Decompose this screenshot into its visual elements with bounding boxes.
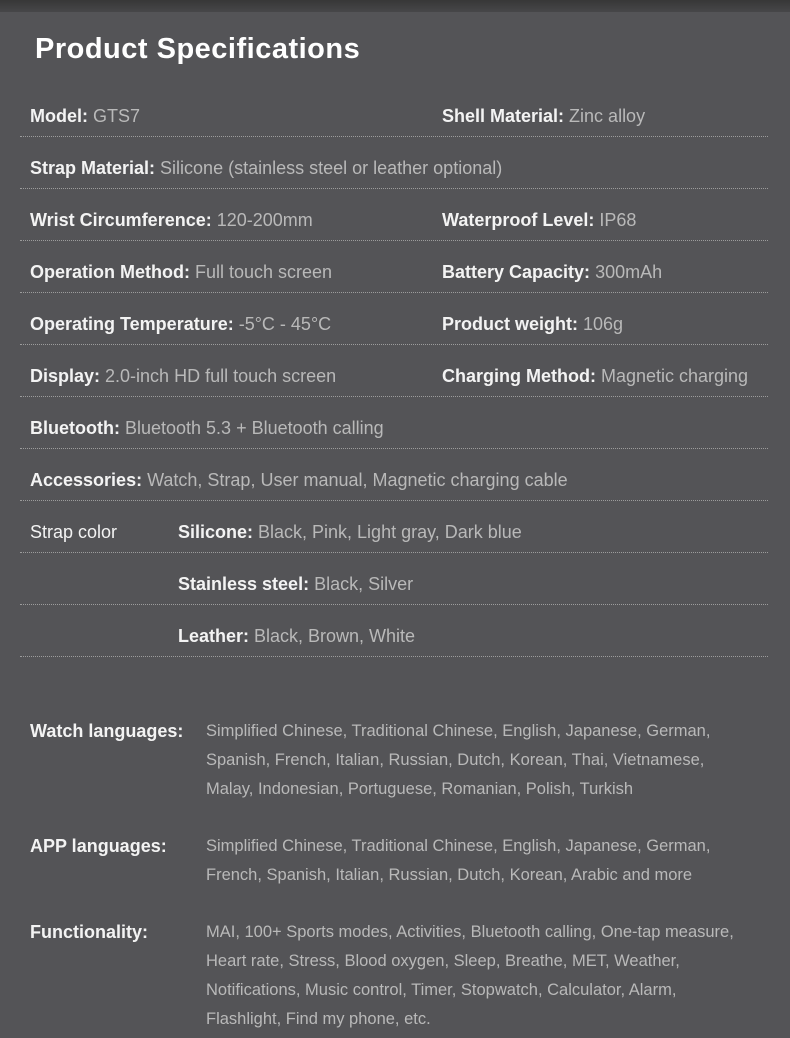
spec-value: Black, Brown, White (254, 626, 416, 646)
spec-cell (168, 573, 413, 595)
spec-value: 300mAh (595, 262, 663, 282)
spec-row-temperature-weight (20, 293, 768, 345)
spec-value: 2.0-inch HD full touch screen (105, 366, 337, 386)
spec-label: Strap Material: (30, 158, 156, 178)
page-title: Product Specifications (35, 33, 361, 65)
spec-value: -5°C - 45°C (238, 314, 332, 334)
spec-value: IP68 (599, 210, 637, 230)
spec-value: Bluetooth 5.3 + Bluetooth calling (124, 418, 384, 438)
spec-row-display-charging (20, 345, 768, 397)
spec-label: Battery Capacity: (442, 262, 591, 282)
spec-cell (432, 261, 768, 283)
section-value: MAI, 100+ Sports modes, Activities, Bluetooth calling, One-tap measure, Heart rate, Stress, Blood oxygen, Sleep, Breathe, MET, Weather, Notifications, Music control, Timer, Stopwatch, Calculator, Alarm, Flashlight, Find my phone, etc. (206, 923, 734, 1028)
top-strip (0, 0, 790, 12)
spec-table (20, 85, 768, 657)
spec-cell (20, 105, 432, 127)
spec-value: Full touch screen (195, 262, 333, 282)
spec-row-model-shell (20, 85, 768, 137)
detail-sections (20, 717, 768, 1034)
spec-value: Black, Silver (314, 574, 414, 594)
spec-label: Bluetooth: (30, 418, 120, 438)
spec-cell (168, 521, 522, 543)
spec-value: Black, Pink, Light gray, Dark blue (258, 522, 522, 542)
spec-value: 106g (583, 314, 624, 334)
spec-cell (20, 157, 768, 179)
spec-value: GTS7 (93, 106, 141, 126)
spec-label: Operation Method: (30, 262, 190, 282)
section-watch-languages (20, 717, 768, 804)
spec-cell (20, 365, 432, 387)
section-app-languages (20, 832, 768, 890)
spec-value: Silicone (stainless steel or leather optional) (160, 158, 503, 178)
spec-label: Leather: (178, 626, 250, 646)
spec-label: Silicone: (178, 522, 254, 542)
spec-label: Model: (30, 106, 88, 126)
strap-color-row-stainless (20, 553, 768, 605)
spec-label: Display: (30, 366, 101, 386)
spec-label: Product weight: (442, 314, 578, 334)
strap-color-row-silicone (20, 501, 768, 553)
spec-label: Stainless steel: (178, 574, 310, 594)
spec-value: 120-200mm (216, 210, 313, 230)
section-label: Functionality: (30, 922, 148, 942)
spec-label: Operating Temperature: (30, 314, 234, 334)
strap-color-row-leather (20, 605, 768, 657)
section-value: Simplified Chinese, Traditional Chinese, English, Japanese, German, Spanish, French, Italian, Russian, Dutch, Korean, Thai, Vietnamese, Malay, Indonesian, Portuguese, Romanian, Polish, Turkish (206, 722, 711, 798)
spec-cell (432, 209, 768, 231)
section-functionality (20, 918, 768, 1034)
spec-cell (20, 469, 768, 491)
spec-row-strap-material (20, 137, 768, 189)
section-label: Watch languages: (30, 721, 184, 741)
spec-cell (20, 261, 432, 283)
spec-cell (432, 105, 768, 127)
spec-label: Waterproof Level: (442, 210, 595, 230)
spec-cell (20, 313, 432, 335)
spec-value: Watch, Strap, User manual, Magnetic charging cable (147, 470, 568, 490)
spec-row-accessories (20, 449, 768, 501)
spec-value: Magnetic charging (600, 366, 749, 386)
section-label: APP languages: (30, 836, 167, 856)
section-value: Simplified Chinese, Traditional Chinese, English, Japanese, German, French, Spanish, Italian, Russian, Dutch, Korean, Arabic and more (206, 837, 711, 884)
spec-cell (20, 417, 768, 439)
spec-label: Charging Method: (442, 366, 596, 386)
spec-label: Shell Material: (442, 106, 565, 126)
spec-row-wrist-waterproof (20, 189, 768, 241)
spec-cell (432, 313, 768, 335)
spec-row-bluetooth (20, 397, 768, 449)
spec-row-operation-battery (20, 241, 768, 293)
strap-color-label: Strap color (30, 522, 118, 542)
spec-cell (432, 365, 768, 387)
spec-cell (168, 625, 415, 647)
spec-label: Accessories: (30, 470, 143, 490)
spec-value: Zinc alloy (569, 106, 646, 126)
spec-cell (20, 209, 432, 231)
spec-label: Wrist Circumference: (30, 210, 212, 230)
